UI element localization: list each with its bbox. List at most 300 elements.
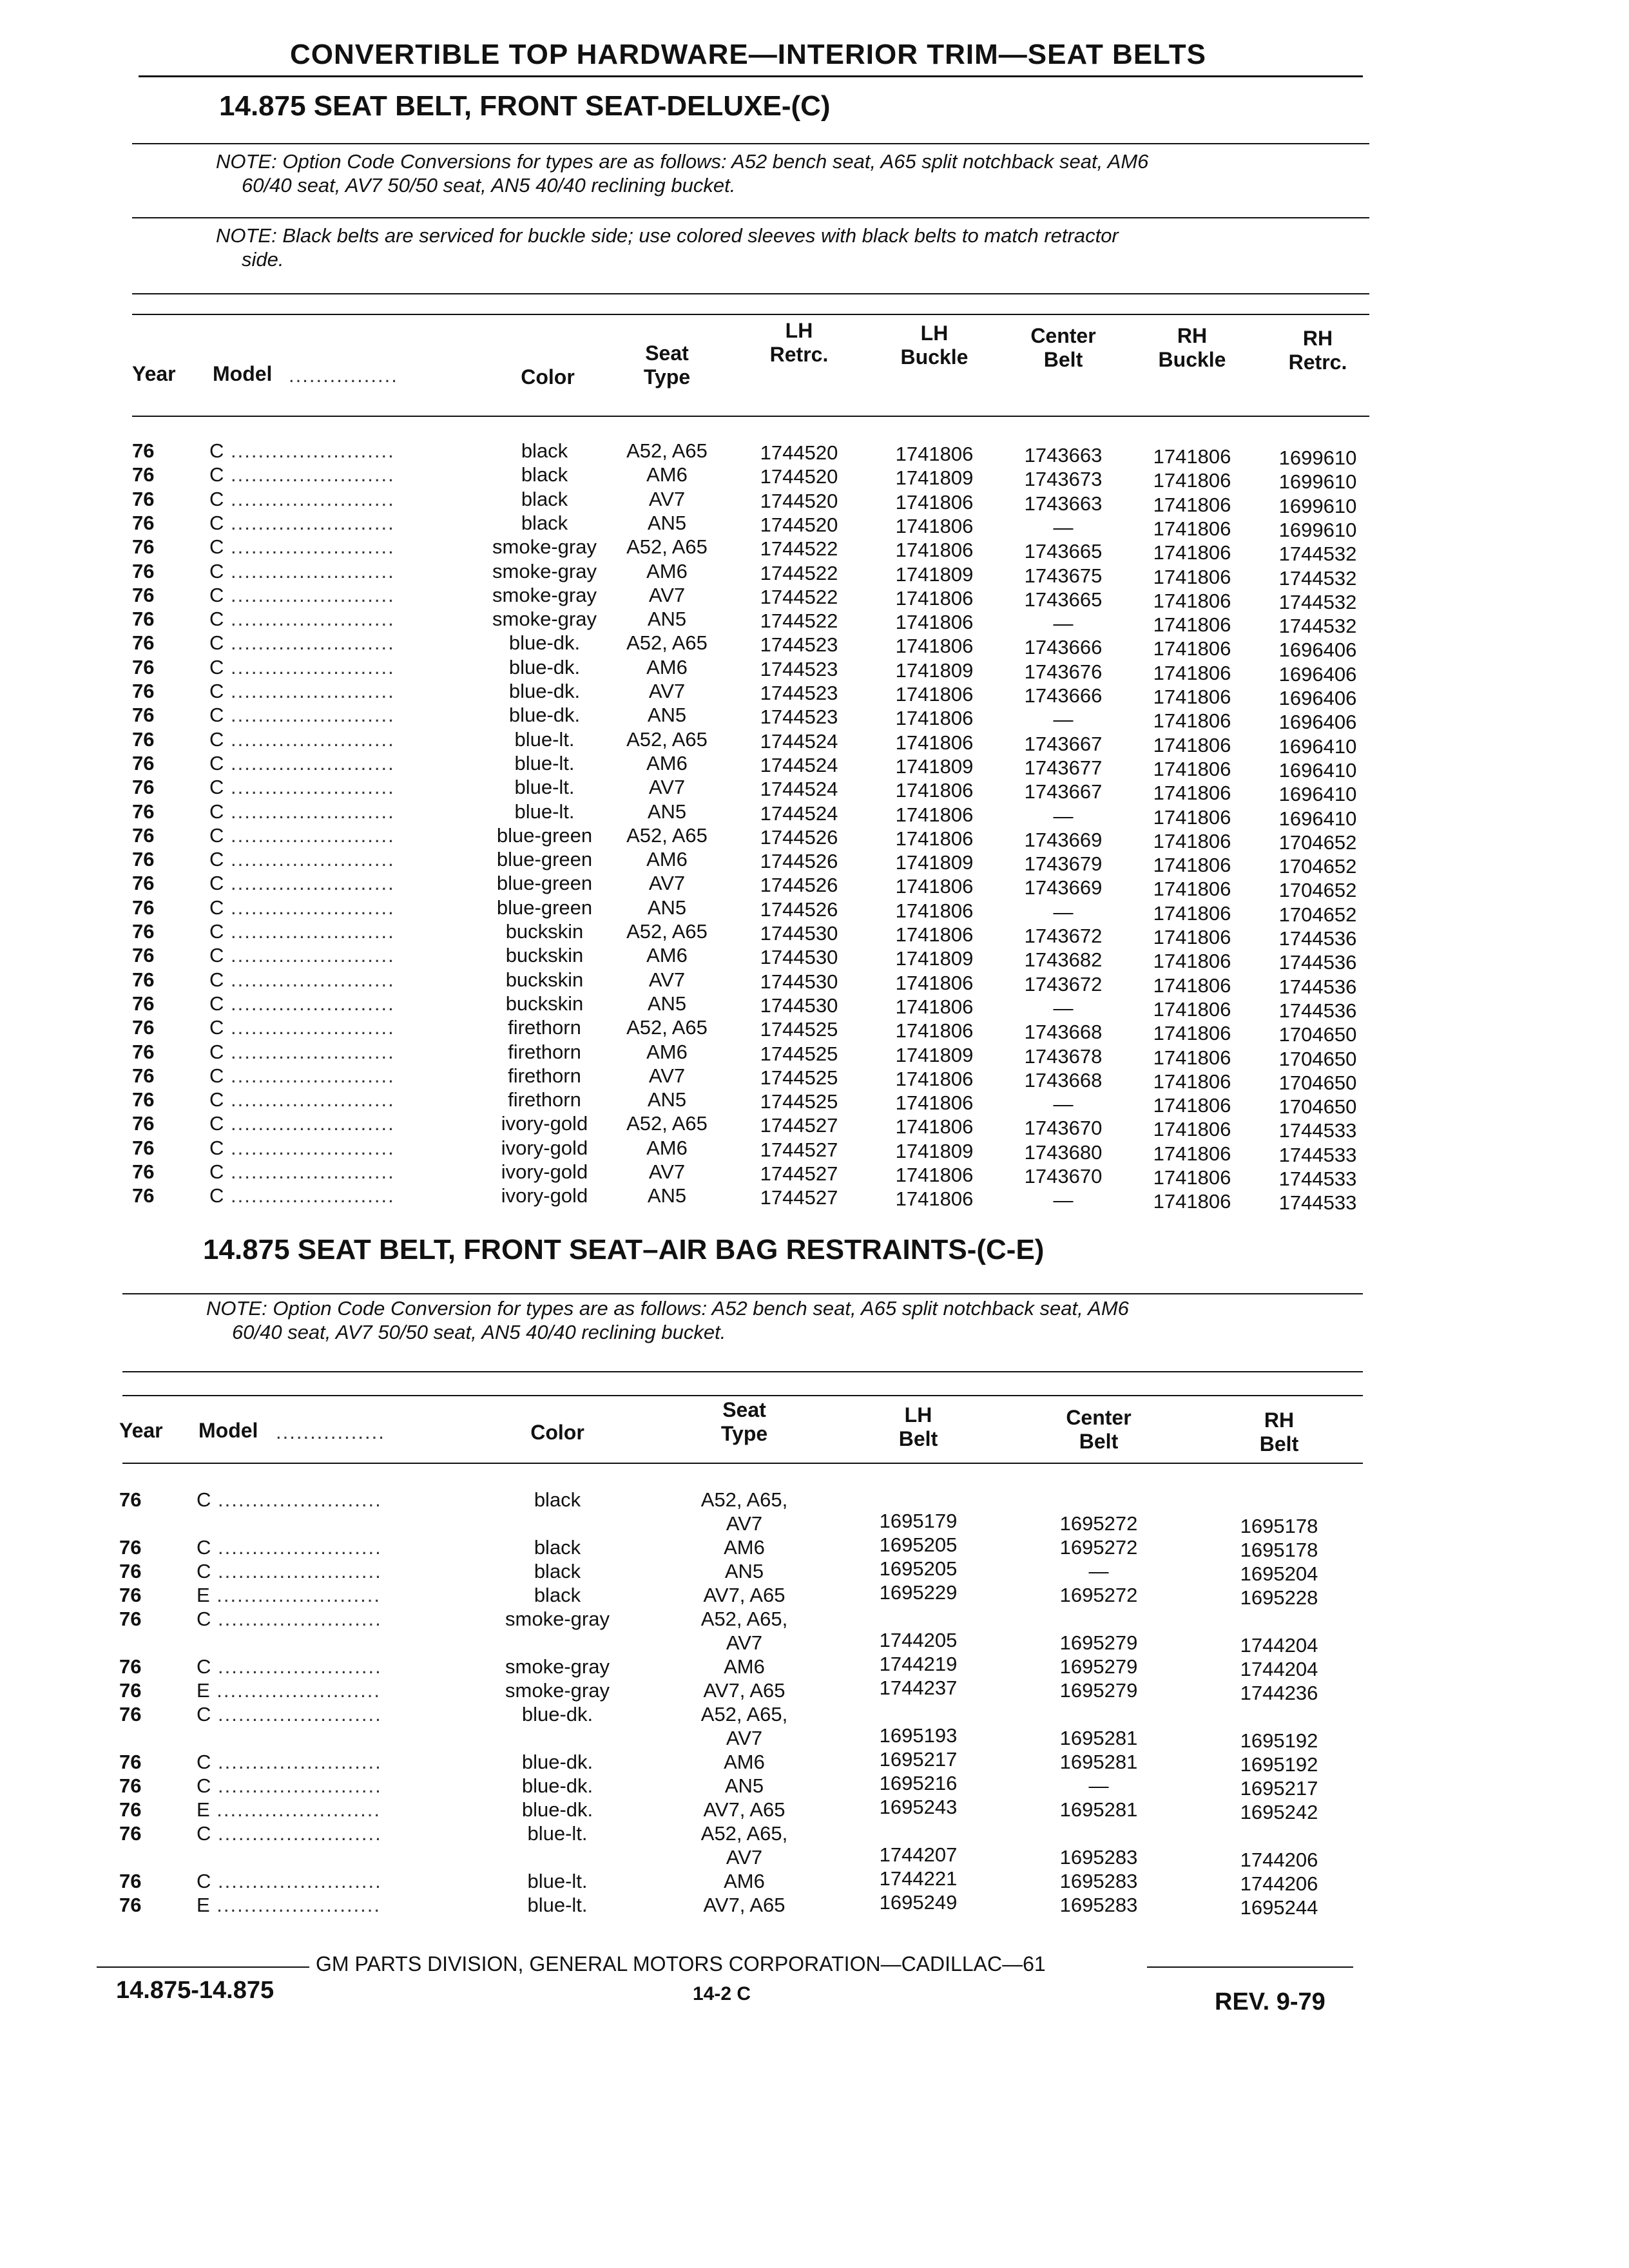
cell-year: 76 — [132, 1184, 155, 1207]
model-code: C — [197, 1870, 211, 1892]
model-code: C — [209, 488, 224, 510]
model-code: E — [197, 1894, 210, 1916]
cell-lh-retrc: 1744523 — [760, 682, 838, 704]
cell-center-belt: 1743665 — [1024, 540, 1103, 562]
cell-model — [197, 1751, 474, 1774]
cell-rh-retrc: 1704650 — [1278, 1095, 1357, 1118]
cell-model — [209, 1160, 487, 1184]
cell-lh-buckle: 1741806 — [895, 443, 974, 465]
cell-model — [209, 1137, 487, 1160]
cell-rh-belt: 1695192 — [1240, 1753, 1318, 1776]
cell-model — [197, 1488, 474, 1512]
cell-color: black — [534, 1536, 581, 1559]
model-code: C — [209, 1160, 224, 1183]
cell-rh-buckle: 1741806 — [1153, 637, 1231, 660]
cell-rh-retrc: 1744532 — [1278, 591, 1357, 613]
cell-color: black — [521, 512, 568, 534]
cell-lh-buckle: 1741809 — [895, 755, 974, 778]
cell-lh-buckle: 1741806 — [895, 515, 974, 537]
cell-year: 76 — [119, 1774, 142, 1797]
cell-seat-type: AM6 — [646, 944, 688, 966]
model-code: C — [209, 992, 224, 1015]
model-code: C — [209, 512, 224, 534]
cell-lh-buckle: 1741806 — [895, 827, 974, 850]
cell-lh-retrc: 1744525 — [760, 1066, 838, 1089]
cell-lh-belt: 1744219 — [879, 1653, 958, 1675]
cell-color: blue-lt. — [514, 752, 575, 774]
cell-lh-buckle: 1741806 — [895, 731, 974, 754]
cell-lh-buckle: 1741806 — [895, 875, 974, 898]
cell-color: blue-dk. — [508, 704, 581, 726]
cell-center-belt: 1743682 — [1024, 948, 1103, 971]
model-code: E — [197, 1584, 210, 1606]
cell-seat-type: AN5 — [647, 704, 687, 726]
cell-seat-type: AN5 — [647, 896, 687, 919]
cell-rh-retrc: 1744533 — [1278, 1119, 1357, 1142]
cell-lh-retrc: 1744520 — [760, 465, 838, 488]
dot-leader: ........................ — [211, 1703, 382, 1725]
cell-rh-belt: 1695178 — [1240, 1515, 1318, 1537]
cell-model — [209, 535, 487, 559]
dot-leader: ........................ — [224, 1016, 395, 1039]
cell-color: blue-lt. — [514, 776, 575, 798]
cell-lh-buckle: 1741806 — [895, 491, 974, 514]
cell-color: smoke-gray — [505, 1608, 610, 1630]
cell-color: firethorn — [508, 1088, 581, 1111]
cell-seat-type: AN5 — [647, 1184, 687, 1207]
cell-year: 76 — [132, 752, 155, 774]
cell-model — [197, 1822, 474, 1845]
cell-center-belt: 1743669 — [1024, 829, 1103, 851]
col-lh-retrc-line: LH — [785, 319, 813, 342]
note-option-codes — [216, 149, 1148, 197]
cell-lh-retrc: 1744530 — [760, 946, 838, 968]
cell-rh-retrc: 1699610 — [1278, 470, 1357, 493]
cell-seat-type: AV7, A65 — [703, 1679, 786, 1702]
dot-leader: ........................ — [224, 968, 395, 991]
dot-leader: ........................ — [224, 896, 395, 919]
cell-lh-retrc: 1744523 — [760, 706, 838, 728]
model-code: C — [197, 1608, 211, 1630]
cell-rh-retrc: 1699610 — [1278, 447, 1357, 469]
dot-leader: ........................ — [224, 824, 395, 847]
cell-rh-belt: 1744204 — [1240, 1634, 1318, 1657]
cell-lh-retrc: 1744524 — [760, 730, 838, 753]
cell-model — [209, 656, 487, 679]
cell-model — [197, 1774, 474, 1798]
col-year: Year — [132, 362, 176, 385]
cell-rh-buckle: 1741806 — [1153, 662, 1231, 684]
col-rh-retrc — [1263, 327, 1373, 374]
dot-leader: ........................ — [211, 1774, 382, 1797]
cell-lh-buckle: 1741806 — [895, 1164, 974, 1186]
cell-lh-belt: 1695243 — [879, 1796, 958, 1818]
cell-color: black — [534, 1584, 581, 1606]
cell-lh-retrc: 1744523 — [760, 658, 838, 680]
cell-center-belt: 1743679 — [1024, 852, 1103, 875]
cell-center-belt: 1743673 — [1024, 468, 1103, 490]
cell-model — [209, 824, 487, 847]
cell-lh-belt: 1744221 — [879, 1867, 958, 1890]
cell-lh-retrc: 1744520 — [760, 441, 838, 464]
dot-leader: ................ — [276, 1421, 385, 1443]
cell-lh-belt: 1695217 — [879, 1748, 958, 1771]
cell-lh-retrc: 1744527 — [760, 1162, 838, 1185]
cell-lh-retrc: 1744522 — [760, 537, 838, 560]
cell-seat-type: AV7, A65 — [703, 1584, 786, 1606]
dot-leader: ........................ — [224, 1088, 395, 1111]
cell-rh-retrc: 1704650 — [1278, 1023, 1357, 1046]
cell-center-belt: 1743677 — [1024, 756, 1103, 779]
cell-rh-retrc: 1744532 — [1278, 615, 1357, 637]
cell-year: 76 — [132, 1137, 155, 1159]
cell-center-belt: 1695283 — [1059, 1846, 1138, 1869]
cell-year: 76 — [132, 872, 155, 894]
cell-rh-buckle: 1741806 — [1153, 709, 1231, 732]
cell-center-belt: 1743666 — [1024, 636, 1103, 658]
col-seat-type-line: Type — [720, 1422, 768, 1445]
cell-center-belt: 1743668 — [1024, 1069, 1103, 1091]
col-lh-buckle-line: LH — [920, 322, 949, 345]
dot-leader: ........................ — [211, 1488, 382, 1511]
cell-color: firethorn — [508, 1064, 581, 1087]
cell-center-belt: 1695279 — [1059, 1655, 1138, 1678]
section-title: 14.875 SEAT BELT, FRONT SEAT–AIR BAG RESTRAINTS-(C-E) — [203, 1234, 1045, 1265]
cell-center-belt: — — [1088, 1560, 1109, 1582]
cell-seat-type: A52, A65 — [626, 728, 708, 751]
cell-center-belt: — — [1053, 1189, 1074, 1211]
cell-rh-retrc: 1696410 — [1278, 759, 1357, 782]
cell-rh-buckle: 1741806 — [1153, 830, 1231, 852]
cell-seat-type: AV7 — [726, 1846, 763, 1869]
cell-model — [209, 1112, 487, 1135]
cell-model — [209, 488, 487, 511]
cell-year: 76 — [119, 1870, 142, 1892]
cell-color: buckskin — [505, 920, 584, 943]
cell-model — [209, 896, 487, 919]
cell-model — [197, 1536, 474, 1559]
dot-leader: ........................ — [224, 680, 395, 702]
cell-color: smoke-gray — [492, 608, 597, 630]
model-code: C — [209, 1016, 224, 1039]
cell-center-belt: 1743667 — [1024, 780, 1103, 803]
dot-leader: ........................ — [224, 463, 395, 486]
cell-year: 76 — [119, 1584, 142, 1606]
note-black-belts — [216, 224, 1119, 271]
cell-year: 76 — [132, 920, 155, 943]
cell-lh-retrc: 1744527 — [760, 1139, 838, 1161]
cell-year: 76 — [132, 656, 155, 678]
cell-rh-belt: 1695244 — [1240, 1896, 1318, 1919]
cell-lh-buckle: 1741806 — [895, 1115, 974, 1138]
model-code: E — [197, 1798, 210, 1821]
dot-leader: ........................ — [209, 1679, 381, 1702]
cell-lh-buckle: 1741806 — [895, 972, 974, 994]
model-code: C — [209, 439, 224, 462]
cell-rh-retrc: 1704652 — [1278, 903, 1357, 926]
cell-seat-type: AV7 — [648, 872, 686, 894]
cell-seat-type: AV7 — [726, 1512, 763, 1535]
cell-lh-retrc: 1744524 — [760, 802, 838, 825]
cell-center-belt: 1743675 — [1024, 564, 1103, 587]
cell-rh-retrc: 1704652 — [1278, 831, 1357, 854]
cell-rh-retrc: 1744536 — [1278, 951, 1357, 974]
cell-model — [209, 800, 487, 823]
cell-model — [209, 1064, 487, 1088]
col-lh-belt — [863, 1403, 973, 1451]
dot-leader: ........................ — [211, 1608, 382, 1630]
cell-rh-retrc: 1744532 — [1278, 543, 1357, 565]
cell-color: blue-lt. — [514, 800, 575, 823]
cell-lh-belt: 1744205 — [879, 1629, 958, 1651]
cell-seat-type: AN5 — [724, 1560, 764, 1582]
model-code: C — [209, 752, 224, 774]
cell-seat-type: AM6 — [646, 560, 688, 582]
cell-seat-type: A52, A65 — [626, 439, 708, 462]
cell-seat-type: AM6 — [646, 1041, 688, 1063]
cell-center-belt: 1695272 — [1059, 1536, 1138, 1559]
cell-lh-retrc: 1744522 — [760, 610, 838, 632]
cell-model — [209, 1041, 487, 1064]
rule — [132, 143, 1369, 144]
cell-model — [209, 872, 487, 895]
cell-lh-belt: 1695216 — [879, 1772, 958, 1794]
cell-lh-buckle: 1741806 — [895, 1187, 974, 1210]
cell-color: blue-green — [496, 896, 593, 919]
cell-color: smoke-gray — [505, 1679, 610, 1702]
cell-rh-buckle: 1741806 — [1153, 926, 1231, 948]
cell-color: blue-dk. — [508, 656, 581, 678]
cell-lh-retrc: 1744525 — [760, 1043, 838, 1065]
dot-leader: ........................ — [224, 631, 395, 654]
cell-rh-retrc: 1696406 — [1278, 687, 1357, 709]
cell-color: blue-lt. — [514, 728, 575, 751]
cell-rh-buckle: 1741806 — [1153, 854, 1231, 876]
cell-color: ivory-gold — [501, 1137, 588, 1159]
cell-rh-retrc: 1696410 — [1278, 807, 1357, 830]
cell-seat-type: AM6 — [724, 1655, 765, 1678]
cell-center-belt: — — [1053, 612, 1074, 635]
dot-leader: ........................ — [224, 560, 395, 582]
model-code: C — [209, 560, 224, 582]
cell-model — [209, 992, 487, 1015]
cell-rh-buckle: 1741806 — [1153, 950, 1231, 972]
col-rh-belt-line: RH — [1264, 1408, 1295, 1432]
cell-center-belt: 1695281 — [1059, 1798, 1138, 1821]
cell-center-belt: 1695281 — [1059, 1727, 1138, 1749]
cell-year: 76 — [132, 512, 155, 534]
cell-seat-type: AM6 — [646, 463, 688, 486]
cell-lh-retrc: 1744530 — [760, 970, 838, 993]
model-code: C — [209, 800, 224, 823]
col-year: Year — [119, 1419, 163, 1442]
cell-model — [197, 1679, 474, 1702]
cell-lh-buckle: 1741806 — [895, 707, 974, 729]
model-code: C — [197, 1488, 211, 1511]
cell-rh-retrc: 1696410 — [1278, 783, 1357, 805]
dot-leader: ........................ — [209, 1798, 381, 1821]
model-code: C — [209, 463, 224, 486]
model-code: C — [209, 776, 224, 798]
rule — [132, 293, 1369, 294]
cell-rh-belt: 1744206 — [1240, 1872, 1318, 1895]
cell-lh-retrc: 1744527 — [760, 1186, 838, 1209]
col-seat-type-line: Seat — [645, 341, 689, 365]
dot-leader: ........................ — [224, 656, 395, 678]
cell-year: 76 — [132, 992, 155, 1015]
dot-leader: ........................ — [211, 1751, 382, 1773]
cell-year: 76 — [132, 1112, 155, 1135]
cell-year: 76 — [132, 896, 155, 919]
dot-leader: ........................ — [224, 512, 395, 534]
cell-seat-type: A52, A65 — [626, 920, 708, 943]
cell-year: 76 — [132, 680, 155, 702]
cell-color: blue-dk. — [521, 1798, 593, 1821]
cell-model — [209, 704, 487, 727]
dot-leader: ........................ — [224, 1137, 395, 1159]
col-rh-buckle-line: Buckle — [1158, 348, 1226, 371]
cell-year: 76 — [132, 776, 155, 798]
cell-rh-retrc: 1696406 — [1278, 639, 1357, 661]
cell-lh-retrc: 1744522 — [760, 586, 838, 608]
model-code: C — [209, 896, 224, 919]
cell-year: 76 — [132, 584, 155, 606]
col-lh-belt-line: LH — [904, 1403, 932, 1427]
cell-color: smoke-gray — [492, 560, 597, 582]
rule — [122, 1395, 1363, 1396]
cell-seat-type: AV7 — [726, 1631, 763, 1654]
cell-year: 76 — [132, 1088, 155, 1111]
cell-model — [209, 1016, 487, 1039]
cell-year: 76 — [132, 560, 155, 582]
cell-lh-buckle: 1741806 — [895, 995, 974, 1018]
cell-year: 76 — [132, 824, 155, 847]
dot-leader: ........................ — [211, 1655, 382, 1678]
col-center-belt-line: Center — [1066, 1406, 1132, 1429]
cell-rh-buckle: 1741806 — [1153, 1190, 1231, 1213]
model-code: C — [209, 848, 224, 870]
cell-color: blue-lt. — [527, 1870, 588, 1892]
cell-rh-belt: 1695178 — [1240, 1539, 1318, 1561]
section-title: 14.875 SEAT BELT, FRONT SEAT-DELUXE-(C) — [219, 90, 831, 122]
cell-seat-type: AM6 — [724, 1870, 765, 1892]
col-center-belt — [1008, 324, 1118, 372]
cell-model — [197, 1798, 474, 1821]
cell-color: black — [521, 488, 568, 510]
cell-lh-buckle: 1741806 — [895, 899, 974, 922]
cell-center-belt: 1743670 — [1024, 1117, 1103, 1139]
cell-color: ivory-gold — [501, 1184, 588, 1207]
cell-color: blue-dk. — [521, 1751, 593, 1773]
cell-rh-buckle: 1741806 — [1153, 566, 1231, 588]
cell-year: 76 — [119, 1703, 142, 1725]
cell-color: smoke-gray — [505, 1655, 610, 1678]
col-rh-retrc-line: Retrc. — [1288, 351, 1347, 374]
cell-seat-type: AM6 — [646, 656, 688, 678]
dot-leader: ........................ — [224, 608, 395, 630]
cell-center-belt: 1695279 — [1059, 1679, 1138, 1702]
cell-lh-retrc: 1744520 — [760, 490, 838, 512]
cell-lh-retrc: 1744525 — [760, 1090, 838, 1113]
cell-rh-buckle: 1741806 — [1153, 902, 1231, 925]
cell-rh-belt: 1695217 — [1240, 1777, 1318, 1800]
rule — [132, 416, 1369, 417]
cell-model — [209, 1088, 487, 1111]
cell-color: blue-lt. — [527, 1822, 588, 1845]
cell-year: 76 — [132, 704, 155, 726]
cell-seat-type: A52, A65 — [626, 1016, 708, 1039]
cell-lh-buckle: 1741806 — [895, 635, 974, 657]
cell-model — [209, 968, 487, 992]
cell-rh-retrc: 1704650 — [1278, 1048, 1357, 1070]
cell-color: black — [521, 463, 568, 486]
cell-color: blue-dk. — [521, 1703, 593, 1725]
cell-center-belt: 1743663 — [1024, 444, 1103, 466]
cell-model — [209, 631, 487, 655]
col-lh-buckle-line: Buckle — [900, 345, 969, 369]
cell-rh-retrc: 1704652 — [1278, 855, 1357, 878]
footer-page-number: 14-2 C — [693, 1983, 751, 2004]
model-code: C — [209, 1137, 224, 1159]
cell-lh-retrc: 1744526 — [760, 850, 838, 872]
cell-lh-retrc: 1744520 — [760, 514, 838, 536]
cell-rh-buckle: 1741806 — [1153, 469, 1231, 492]
cell-center-belt: 1695283 — [1059, 1894, 1138, 1916]
cell-seat-type: A52, A65 — [626, 1112, 708, 1135]
cell-seat-type: AN5 — [647, 1088, 687, 1111]
cell-model — [209, 680, 487, 703]
col-seat-type — [615, 341, 718, 389]
cell-lh-retrc: 1744526 — [760, 898, 838, 921]
dot-leader: ........................ — [224, 920, 395, 943]
note-option-codes — [206, 1296, 1129, 1344]
cell-year: 76 — [132, 1160, 155, 1183]
dot-leader: ........................ — [224, 584, 395, 606]
cell-seat-type: A52, A65 — [626, 631, 708, 654]
footer-publisher: GM PARTS DIVISION, GENERAL MOTORS CORPORATION—CADILLAC—61 — [316, 1952, 1046, 1975]
cell-year: 76 — [132, 800, 155, 823]
cell-rh-buckle: 1741806 — [1153, 782, 1231, 804]
cell-rh-belt: 1744204 — [1240, 1658, 1318, 1680]
col-seat-type-line: Type — [643, 365, 691, 389]
dot-leader: ........................ — [211, 1822, 382, 1845]
cell-rh-buckle: 1741806 — [1153, 1070, 1231, 1093]
model-code: C — [209, 728, 224, 751]
cell-year: 76 — [119, 1822, 142, 1845]
cell-seat-type: AN5 — [647, 608, 687, 630]
note-line: side. — [242, 248, 284, 271]
cell-rh-buckle: 1741806 — [1153, 1118, 1231, 1140]
dot-leader: ........................ — [224, 728, 395, 751]
cell-year: 76 — [132, 631, 155, 654]
cell-model — [209, 920, 487, 943]
cell-color: smoke-gray — [492, 584, 597, 606]
model-code: C — [209, 968, 224, 991]
cell-center-belt: — — [1053, 708, 1074, 731]
cell-seat-type: AV7 — [648, 1064, 686, 1087]
cell-lh-buckle: 1741809 — [895, 851, 974, 874]
model-code: C — [197, 1560, 211, 1582]
model-code: C — [209, 584, 224, 606]
cell-color: blue-green — [496, 872, 593, 894]
dot-leader: ........................ — [211, 1870, 382, 1892]
model-code: C — [197, 1774, 211, 1797]
note-line: 60/40 seat, AV7 50/50 seat, AN5 40/40 reclining bucket. — [232, 1321, 726, 1343]
cell-lh-belt: 1695249 — [879, 1891, 958, 1914]
cell-model — [209, 776, 487, 799]
col-rh-belt-line: Belt — [1259, 1432, 1299, 1456]
cell-center-belt: 1743665 — [1024, 588, 1103, 611]
